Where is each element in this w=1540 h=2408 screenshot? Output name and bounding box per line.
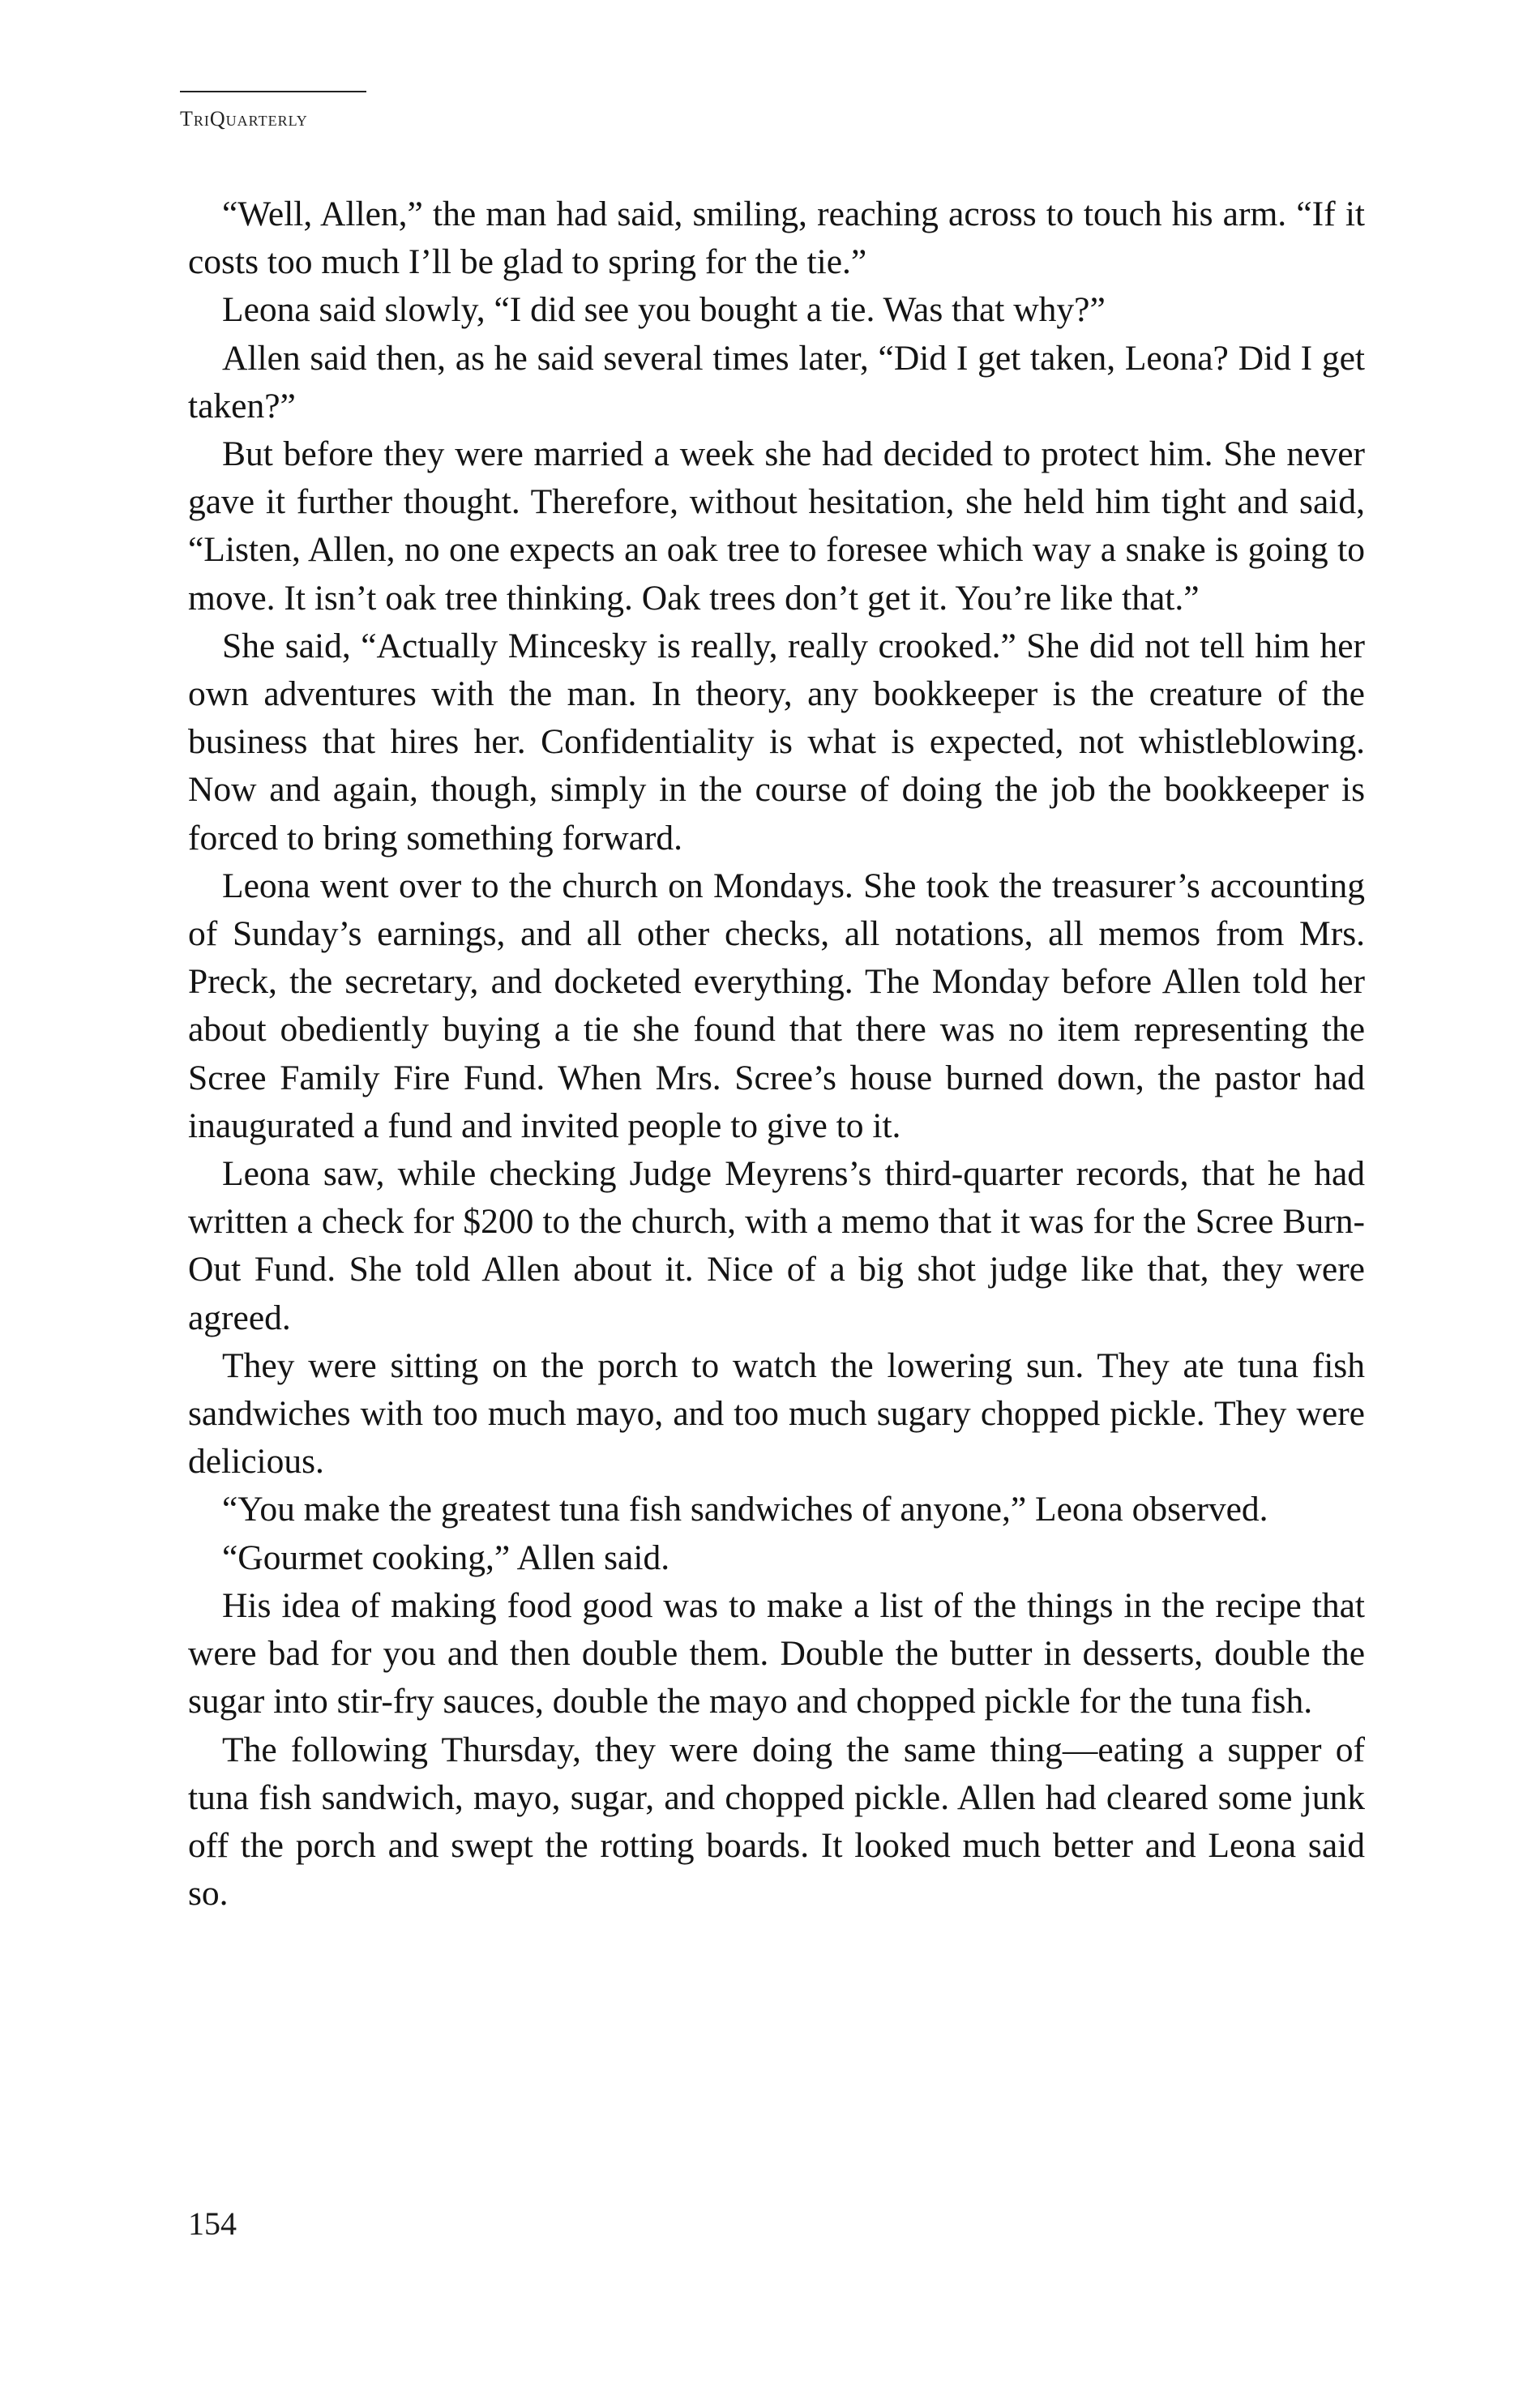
paragraph: “Gourmet cooking,” Allen said.: [222, 1538, 670, 1577]
body-text: [188, 190, 1365, 1918]
paragraph: She said, “Actually Mincesky is really, really crooked.” She did not tell him her own adventures with the man. In theory, any bookkeeper is the creature of the business that hires her. Confidentiality is what is expected, not whistleblowing. Now and again, though, simply in the course of doing the job the bookkeeper is forced to bring something forward.: [188, 626, 1365, 858]
running-head: [180, 91, 374, 131]
paragraph: “You make the greatest tuna fish sandwiches of anyone,” Leona observed.: [222, 1490, 1268, 1529]
paragraph: The following Thursday, they were doing the same thing—eating a supper of tuna fish sandwich, mayo, sugar, and chopped pickle. Allen had cleared some junk off the porch and swept the rotting boards. It looked much better and Leona said so.: [188, 1730, 1365, 1914]
paragraph: Leona saw, while checking Judge Meyrens’s third-quarter records, that he had written a check for $200 to the church, with a memo that it was for the Scree Burn-Out Fund. She told Allen about it. Nice of a big shot judge like that, they were agreed.: [188, 1154, 1365, 1337]
page-number: 154: [188, 2205, 237, 2242]
journal-title: TriQuarterly: [180, 107, 308, 130]
paragraph: “Well, Allen,” the man had said, smiling, reaching across to touch his arm. “If it costs too much I’ll be glad to spring for the tie.”: [188, 195, 1365, 282]
header-rule: [180, 91, 366, 92]
paragraph: They were sitting on the porch to watch the lowering sun. They ate tuna fish sandwiches with too much mayo, and too much sugary chopped pickle. They were delicious.: [188, 1345, 1365, 1482]
paragraph: Leona went over to the church on Mondays. She took the treasurer’s accounting of Sunday’s earnings, and all other checks, all notations, all memos from Mrs. Preck, the secretary, and docketed everything. The Monday before Allen told her about obediently buying a tie she found that there was no item representing the Scree Family Fire Fund. When Mrs. Scree’s house burned down, the pastor had inaugurated a fund and invited people to give to it.: [188, 866, 1365, 1145]
paragraph: Allen said then, as he said several times later, “Did I get taken, Leona? Did I get taken?”: [188, 338, 1365, 426]
paragraph: But before they were married a week she had decided to protect him. She never gave it further thought. Therefore, without hesitation, she held him tight and said, “Listen, Allen, no one expects an oak tree to foresee which way a snake is going to move. It isn’t oak tree thinking. Oak trees don’t get it. You’re like that.”: [188, 434, 1365, 618]
paragraph: Leona said slowly, “I did see you bought a tie. Was that why?”: [222, 290, 1106, 330]
paragraph: His idea of making food good was to make a list of the things in the recipe that were bad for you and then double them. Double the butter in desserts, double the sugar into stir-fry sauces, double the mayo and chopped pickle for the tuna fish.: [188, 1585, 1365, 1722]
